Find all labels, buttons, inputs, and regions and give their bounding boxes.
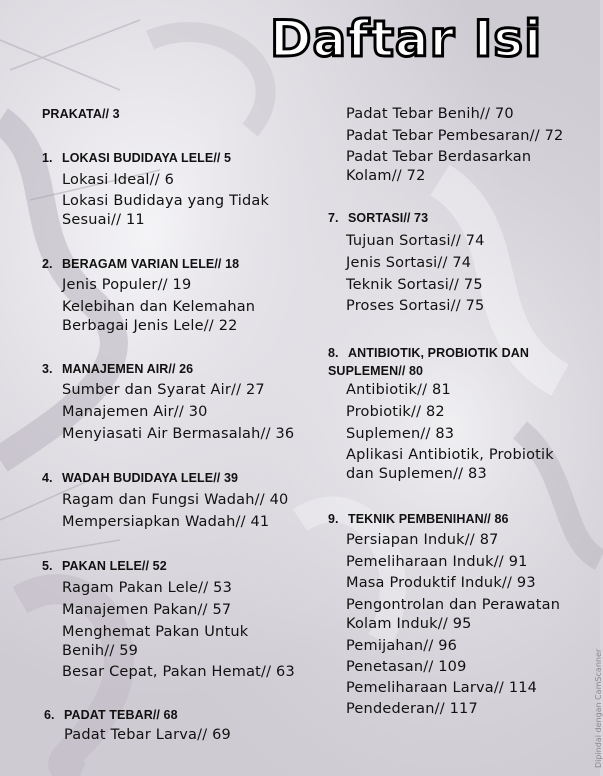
toc-item[interactable]: Menghemat Pakan Untuk Benih// 59 bbox=[62, 624, 249, 659]
chapter-title: TEKNIK PEMBENIHAN// 86 bbox=[348, 512, 509, 526]
chapter-2-heading[interactable] bbox=[42, 257, 239, 271]
toc-item[interactable]: Pengontrolan dan Perawatan Kolam Induk// 95 bbox=[346, 597, 561, 632]
toc-item[interactable]: Antibiotik// 81 bbox=[346, 382, 451, 398]
toc-item[interactable]: Penetasan// 109 bbox=[346, 659, 467, 675]
chapter-3-heading[interactable] bbox=[42, 362, 193, 376]
chapter-number: 9. bbox=[328, 512, 339, 526]
toc-prakata[interactable]: PRAKATA// 3 bbox=[42, 107, 120, 121]
toc-item[interactable]: Padat Tebar Berdasarkan Kolam// 72 bbox=[346, 149, 532, 184]
chapter-1-heading[interactable] bbox=[42, 151, 231, 165]
toc-item[interactable]: Ragam dan Fungsi Wadah// 40 bbox=[62, 492, 289, 508]
chapter-title: PADAT TEBAR// 68 bbox=[64, 708, 178, 722]
chapter-5-heading[interactable] bbox=[42, 559, 167, 573]
toc-item[interactable]: Manajemen Air// 30 bbox=[62, 404, 208, 420]
chapter-7-heading[interactable] bbox=[328, 211, 428, 225]
page-title-text: Daftar Isi bbox=[270, 10, 543, 68]
toc-item[interactable]: Mempersiapkan Wadah// 41 bbox=[62, 514, 270, 530]
toc-item[interactable]: Lokasi Ideal// 6 bbox=[62, 172, 175, 188]
toc-item[interactable]: Probiotik// 82 bbox=[346, 404, 445, 420]
scanner-watermark bbox=[582, 600, 603, 770]
chapter-title: MANAJEMEN AIR// 26 bbox=[62, 362, 194, 376]
chapter-number: 3. bbox=[42, 362, 53, 376]
chapter-number: 5. bbox=[42, 559, 53, 573]
page-title bbox=[268, 4, 588, 68]
chapter-title: WADAH BUDIDAYA LELE// 39 bbox=[62, 471, 239, 485]
toc-item[interactable]: Proses Sortasi// 75 bbox=[346, 298, 485, 314]
toc-item[interactable]: Padat Tebar Pembesaran// 72 bbox=[346, 128, 564, 144]
chapter-8-heading[interactable] bbox=[328, 344, 558, 380]
chapter-6-heading[interactable] bbox=[44, 708, 178, 722]
toc-item[interactable]: Persiapan Induk// 87 bbox=[346, 532, 499, 548]
chapter-title: SORTASI// 73 bbox=[348, 211, 429, 225]
toc-item[interactable]: Pemeliharaan Induk// 91 bbox=[346, 554, 528, 570]
toc-item[interactable]: Jenis Sortasi// 74 bbox=[346, 255, 472, 271]
toc-item[interactable]: Manajemen Pakan// 57 bbox=[62, 602, 232, 618]
chapter-title: PAKAN LELE// 52 bbox=[62, 559, 167, 573]
toc-item[interactable]: Pendederan// 117 bbox=[346, 701, 478, 717]
chapter-9-heading[interactable] bbox=[328, 512, 509, 526]
chapter-4-heading[interactable] bbox=[42, 471, 238, 485]
chapter-title: LOKASI BUDIDAYA LELE// 5 bbox=[62, 151, 232, 165]
watermark-text: Dipindai dengan CamScanner bbox=[594, 648, 603, 768]
toc-item[interactable]: Kelebihan dan Kelemahan Berbagai Jenis Lele// 22 bbox=[62, 299, 256, 334]
toc-item[interactable]: Masa Produktif Induk// 93 bbox=[346, 575, 536, 591]
chapter-number: 2. bbox=[42, 257, 53, 271]
toc-item[interactable]: Tujuan Sortasi// 74 bbox=[346, 233, 485, 249]
toc-item[interactable]: Aplikasi Antibiotik, Probiotik dan Suplemen// 83 bbox=[346, 447, 554, 482]
chapter-title: ANTIBIOTIK, PROBIOTIK DAN SUPLEMEN// 80 bbox=[328, 346, 529, 378]
toc-item[interactable]: Padat Tebar Larva// 69 bbox=[64, 727, 231, 743]
toc-item[interactable]: Padat Tebar Benih// 70 bbox=[346, 106, 514, 122]
toc-item[interactable]: Sumber dan Syarat Air// 27 bbox=[62, 382, 265, 398]
toc-item[interactable]: Lokasi Budidaya yang Tidak Sesuai// 11 bbox=[62, 193, 270, 228]
chapter-title: BERAGAM VARIAN LELE// 18 bbox=[62, 257, 240, 271]
toc-item[interactable]: Teknik Sortasi// 75 bbox=[346, 277, 483, 293]
chapter-number: 8. bbox=[328, 346, 339, 360]
toc-item[interactable]: Besar Cepat, Pakan Hemat// 63 bbox=[62, 664, 295, 680]
chapter-number: 1. bbox=[42, 151, 53, 165]
chapter-number: 7. bbox=[328, 211, 339, 225]
toc-item[interactable]: Pemijahan// 96 bbox=[346, 638, 458, 654]
toc-item[interactable]: Pemeliharaan Larva// 114 bbox=[346, 680, 538, 696]
toc-item[interactable]: Ragam Pakan Lele// 53 bbox=[62, 580, 232, 596]
chapter-number: 4. bbox=[42, 471, 53, 485]
toc-item[interactable]: Jenis Populer// 19 bbox=[62, 277, 192, 293]
toc-item[interactable]: Suplemen// 83 bbox=[346, 426, 455, 442]
chapter-number: 6. bbox=[44, 708, 55, 722]
toc-item[interactable]: Menyiasati Air Bermasalah// 36 bbox=[62, 426, 295, 442]
